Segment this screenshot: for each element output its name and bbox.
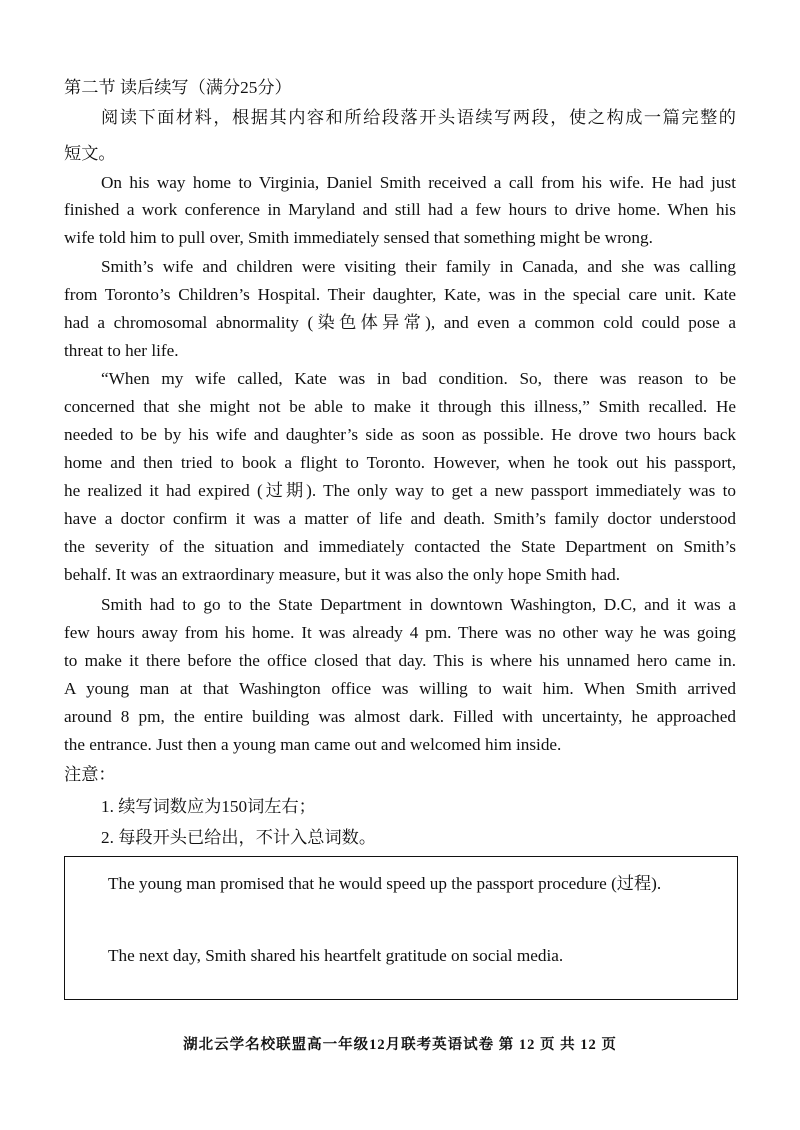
paragraph-2-line-3: had a chromosomal abnormality (染色体异常), and even a common cold could pose a (64, 313, 736, 332)
paragraph-4-line-5: around 8 pm, the entire building was almost dark. Filled with uncertainty, he approached (64, 707, 736, 726)
paragraph-2-line-4: threat to her life. (64, 341, 179, 360)
paragraph-2-line-2: from Toronto’s Children’s Hospital. Their daughter, Kate, was in the special care unit. Kate (64, 285, 736, 304)
paragraph-3-line-2: concerned that she might not be able to make it through this illness,” Smith recalled. He (64, 397, 736, 416)
paragraph-2-line-1: Smith’s wife and children were visiting their family in Canada, and she was calling (101, 257, 736, 276)
note-2: 2. 每段开头已给出，不计入总词数。 (101, 828, 377, 847)
note-1: 1. 续写词数应为150词左右； (101, 797, 316, 816)
instruction-line-2: 短文。 (64, 144, 116, 163)
paragraph-1-line-1: On his way home to Virginia, Daniel Smith received a call from his wife. He had just (101, 173, 736, 192)
paragraph-4-line-1: Smith had to go to the State Department in downtown Washington, D.C, and it was a (101, 595, 736, 614)
paragraph-opening-2: The next day, Smith shared his heartfelt gratitude on social media. (108, 946, 564, 965)
answer-box (64, 856, 738, 1000)
paragraph-1-line-3: wife told him to pull over, Smith immediately sensed that something might be wrong. (64, 228, 653, 247)
paragraph-4-line-4: A young man at that Washington office was willing to wait him. When Smith arrived (64, 679, 736, 698)
section-title: 第二节 读后续写（满分25分） (64, 78, 292, 97)
paragraph-1-line-2: finished a work conference in Maryland and still had a few hours to drive home. When his (64, 200, 736, 219)
page-footer: 湖北云学名校联盟高一年级12月联考英语试卷 第 12 页 共 12 页 (183, 1037, 617, 1053)
paragraph-3-line-3: needed to be by his wife and daughter’s side as soon as possible. He drove two hours back (64, 425, 736, 444)
paragraph-3-line-7: the severity of the situation and immediately contacted the State Department on Smith’s (64, 537, 736, 556)
notes-title: 注意： (64, 765, 116, 784)
paragraph-opening-1: The young man promised that he would speed up the passport procedure (过程). (108, 874, 662, 893)
paragraph-4-line-2: few hours away from his home. It was already 4 pm. There was no other way he was going (64, 623, 736, 642)
paragraph-3-line-5: he realized it had expired (过期). The only way to get a new passport immediately was to (64, 481, 736, 500)
paragraph-3-line-6: have a doctor confirm it was a matter of life and death. Smith’s family doctor understood (64, 509, 736, 528)
paragraph-3-line-1: “When my wife called, Kate was in bad condition. So, there was reason to be (101, 369, 736, 388)
instruction-line-1: 阅读下面材料，根据其内容和所给段落开头语续写两段，使之构成一篇完整的 (101, 108, 736, 127)
paragraph-4-line-6: the entrance. Just then a young man came out and welcomed him inside. (64, 735, 562, 754)
paragraph-3-line-4: home and then tried to book a flight to Toronto. However, when he took out his passport, (64, 453, 736, 472)
paragraph-3-line-8: behalf. It was an extraordinary measure, but it was also the only hope Smith had. (64, 565, 621, 584)
paragraph-4-line-3: to make it there before the office closed that day. This is where his unnamed hero came in. (64, 651, 736, 670)
